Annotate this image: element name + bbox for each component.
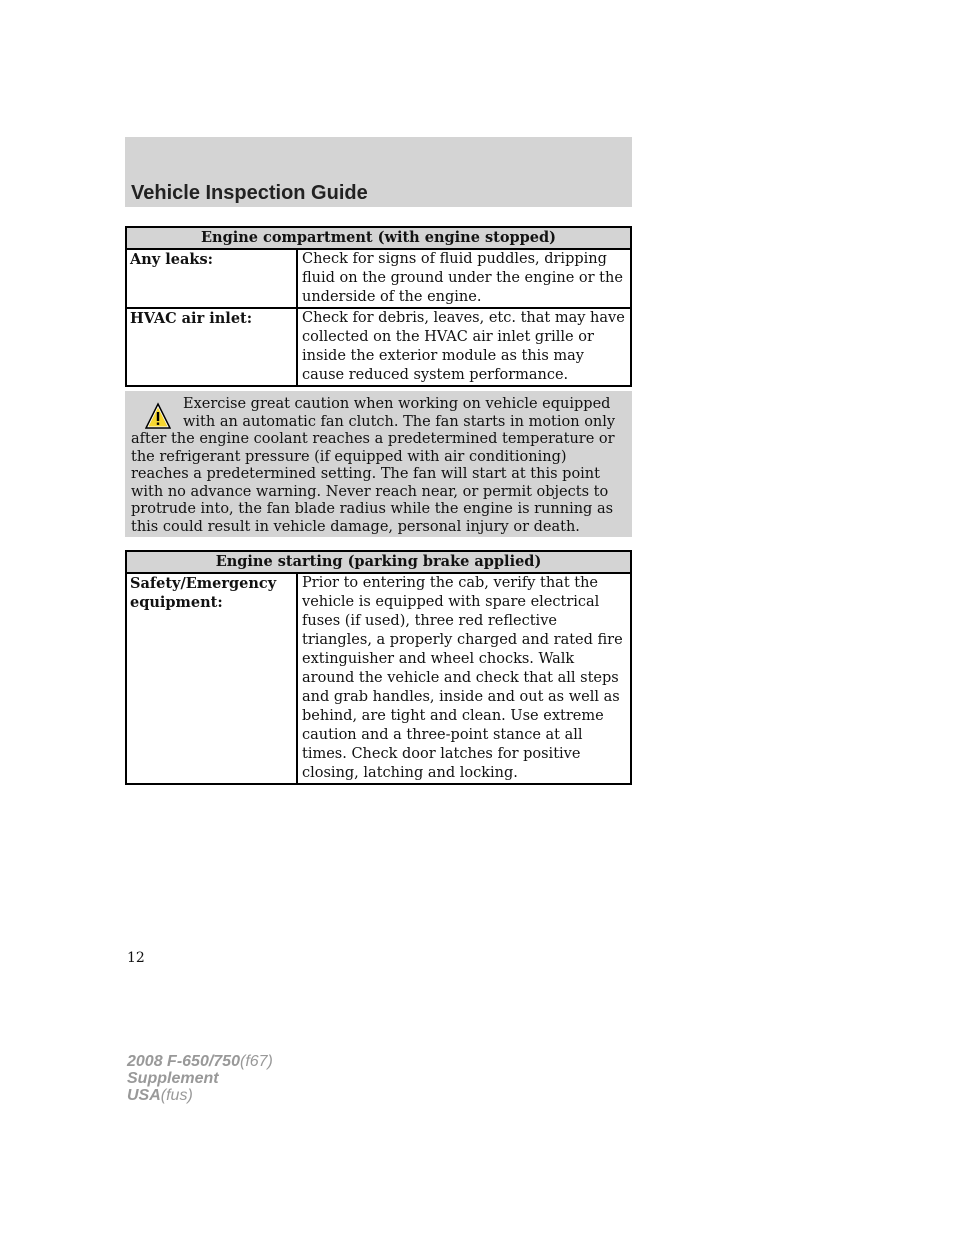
header-band	[125, 137, 632, 207]
row-description: Check for debris, leaves, etc. that may have collected on the HVAC air inlet grille or inside the exterior module as this may cause reduced system performance.	[297, 308, 631, 386]
footer-supplement: Supplement	[127, 1070, 219, 1087]
warning-box	[125, 391, 632, 537]
engine-compartment-table	[125, 226, 632, 387]
row-label: Any leaks:	[126, 249, 297, 308]
row-label: HVAC air inlet:	[126, 308, 297, 386]
engine-starting-table	[125, 550, 632, 785]
page-number: 12	[127, 950, 145, 966]
footer-model: 2008 F-650/750	[127, 1053, 240, 1070]
table-row	[126, 573, 631, 784]
footer-market-code: (fus)	[160, 1087, 193, 1104]
row-description: Prior to entering the cab, verify that the vehicle is equipped with spare electrical fuses (if used), three red reflective triangles, a properly charged and rated fire extinguisher and wheel chocks. Walk around the vehicle and check that all steps and grab handles, inside and out as well as behind, are tight and clean. Use extreme caution and a three-point stance at all times. Check door latches for positive closing, latching and locking.	[297, 573, 631, 784]
warning-triangle-icon	[145, 401, 171, 431]
table-row	[126, 249, 631, 308]
table-heading: Engine compartment (with engine stopped)	[126, 227, 631, 249]
page-title: Vehicle Inspection Guide	[131, 182, 368, 204]
footer-market: USA	[127, 1087, 161, 1104]
table-heading: Engine starting (parking brake applied)	[126, 551, 631, 573]
table-header-row	[126, 227, 631, 249]
table-row	[126, 308, 631, 386]
footer-model-code: (f67)	[239, 1053, 273, 1070]
footer	[127, 1053, 273, 1104]
row-label: Safety/Emergency equipment:	[126, 573, 297, 784]
warning-text: Exercise great caution when working on vehicle equipped with an automatic fan clutch. The fan starts in motion only after the engine coolant reaches a predetermined temperature or the refrigerant pressure (if equipped with air conditioning) reaches a predetermined setting. The fan will start at this point with no advance warning. Never reach near, or permit objects to protrude into, the fan blade radius while the engine is running as this could result in vehicle damage, personal injury or death.	[131, 396, 616, 535]
table-header-row	[126, 551, 631, 573]
row-description: Check for signs of fluid puddles, dripping fluid on the ground under the engine or the underside of the engine.	[297, 249, 631, 308]
